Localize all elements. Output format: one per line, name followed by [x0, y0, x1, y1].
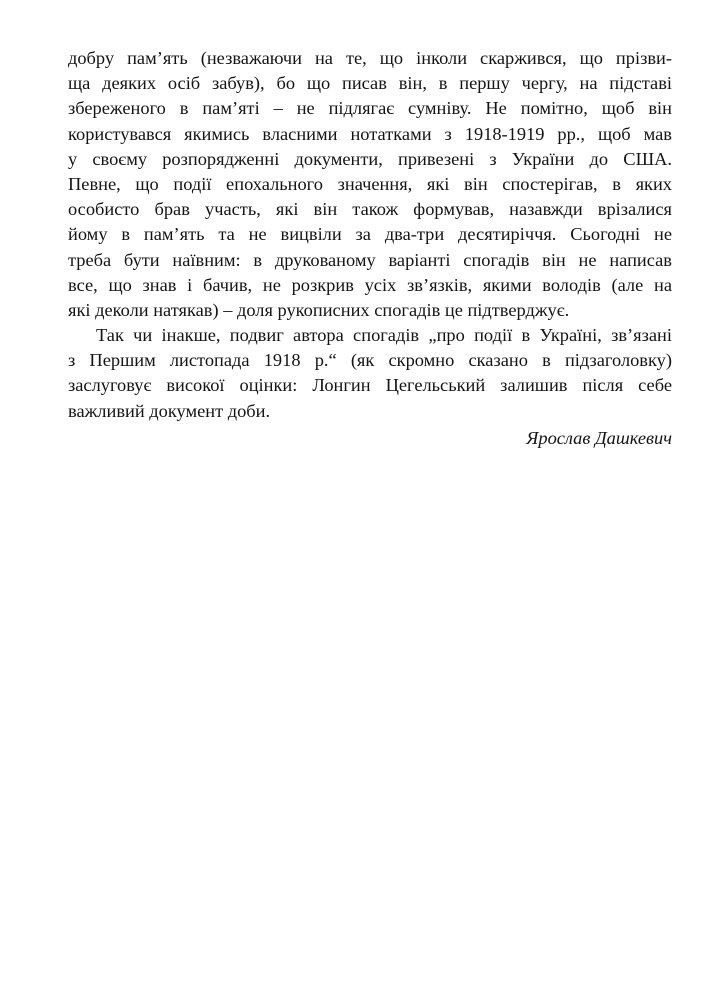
text-line: все, що знав і бачив, не розкрив усіх зв’язків, якими володів (але на	[68, 274, 672, 295]
author-signature: Ярослав Дашкевич	[526, 428, 672, 448]
text-line: треба бути наївним: в друкованому варіанті спогадів він не написав	[68, 249, 672, 270]
text-line: які деколи натякав) – доля рукописних спогадів це підтверджує.	[68, 299, 570, 320]
text-line: йому в пам’ять та не вицвіли за два-три десятиріччя. Сьогодні не	[68, 224, 672, 245]
text-line: добру пам’ять (незважаючи на те, що інколи скаржився, що прізви-	[68, 48, 672, 68]
text-line: важливий документ доби.	[68, 400, 271, 421]
text-line: з Першим листопада 1918 р.“ (як скромно сказано в підзаголовку)	[68, 350, 672, 371]
text-line: користувався якимись власними нотатками з 1918-1919 рр., щоб мав	[68, 123, 672, 144]
paragraph-1	[68, 46, 672, 323]
text-line: заслуговує високої оцінки: Лонгин Цегельський залишив після себе	[68, 375, 672, 396]
text-line: ща деяких осіб забув), бо що писав він, в першу чергу, на підставі	[68, 73, 672, 94]
text-line: збереженого в пам’яті – не підлягає сумніву. Не помітно, щоб він	[68, 98, 672, 119]
text-line: Певне, що події епохального значення, які він спостерігав, в яких	[68, 173, 672, 194]
text-line: Так чи інакше, подвиг автора спогадів „про події в Україні, зв’язані	[96, 325, 672, 346]
text-line: особисто брав участь, які він також формував, назавжди врізалися	[68, 199, 672, 220]
paragraph-2	[68, 323, 672, 424]
body-text	[68, 46, 672, 424]
text-line: у своєму розпорядженні документи, привезені з України до США.	[68, 148, 672, 169]
